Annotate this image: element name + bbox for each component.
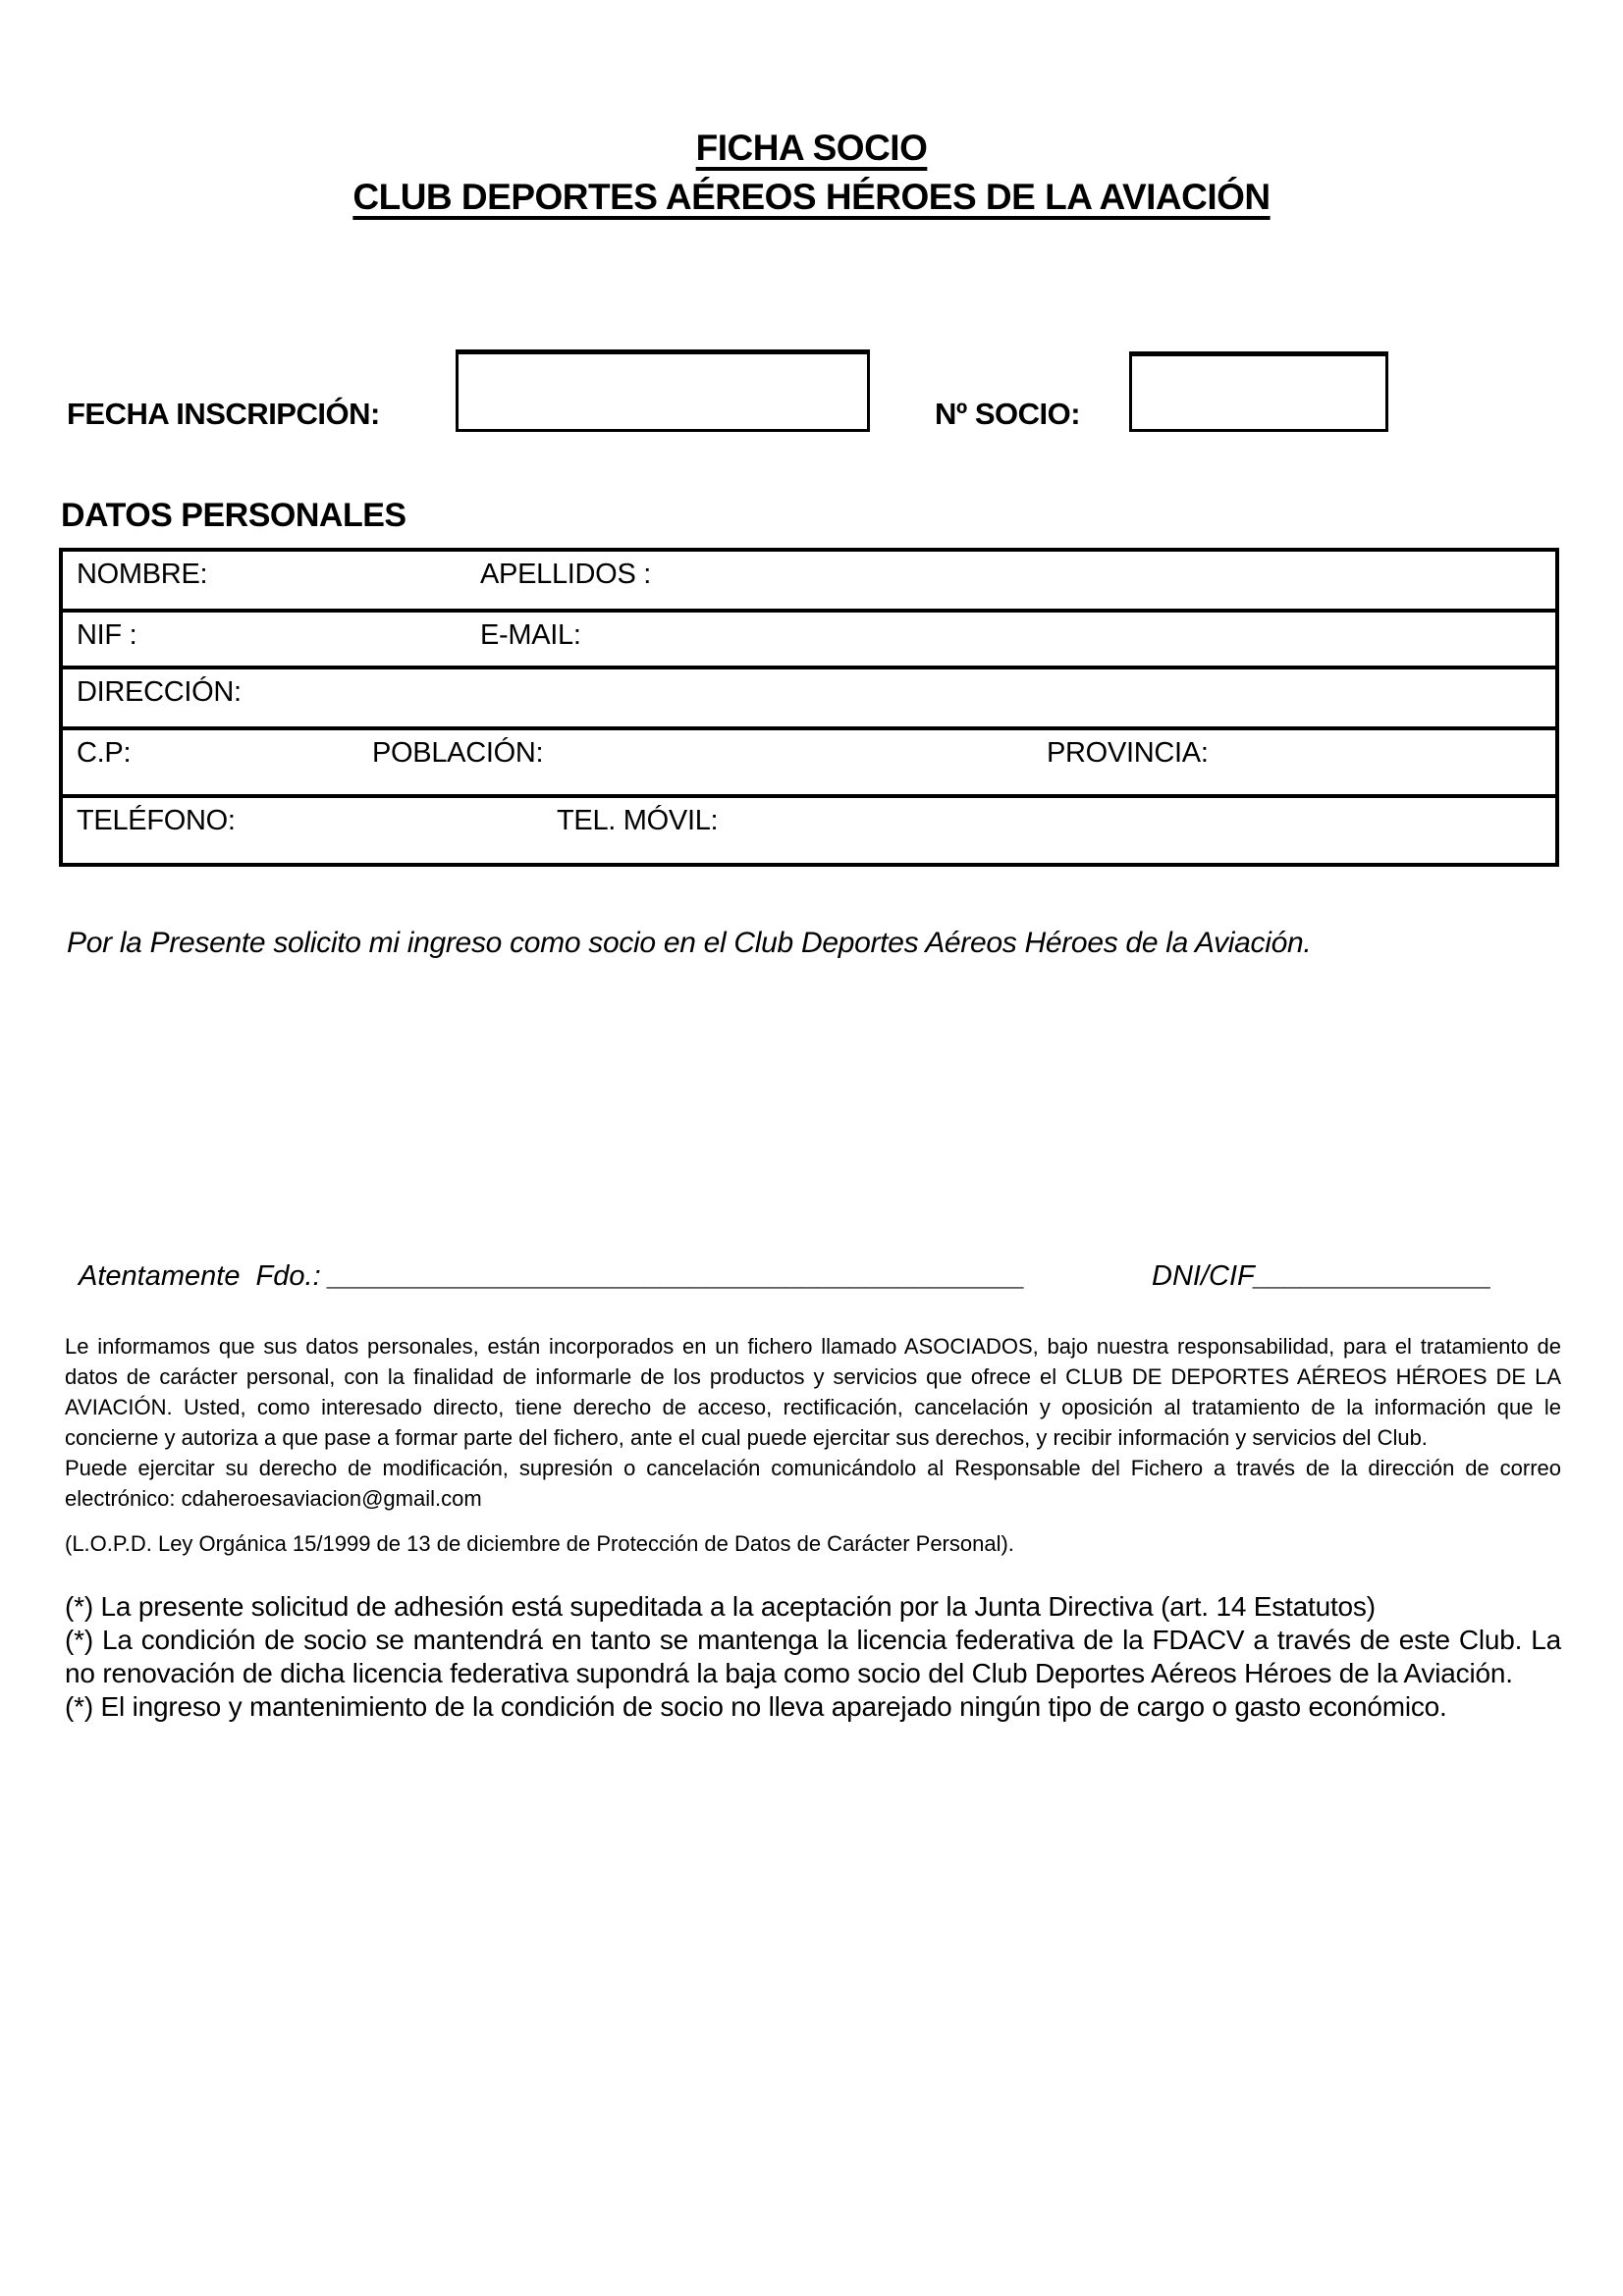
telefono-label: TELÉFONO: bbox=[77, 805, 236, 836]
num-socio-box[interactable] bbox=[1129, 351, 1388, 432]
table-row-telefono[interactable] bbox=[63, 798, 1555, 863]
datos-personales-heading: DATOS PERSONALES bbox=[61, 497, 406, 534]
dni-blank-line[interactable]: _______________ bbox=[1254, 1260, 1492, 1292]
dni-cif-label: DNI/CIF bbox=[1152, 1260, 1255, 1292]
legal-paragraph-1: Le informamos que sus datos personales, están incorporados en un fichero llamado ASOCIADOS, bajo nuestra responsabilidad, para el tratamiento de datos de carácter personal, con la finalidad de informarle de los productos y servicios que ofrece el CLUB DE DEPORTES AÉREOS HÉROES DE LA AVIACIÓN. Usted, como interesado directo, tiene derecho de acceso, rectificación, cancelación y oposición al tratamiento de la información que le concierne y autoriza a que pase a formar parte del fichero, ante el cual puede ejercitar sus derechos, y recibir información y servicios del Club. bbox=[65, 1334, 1561, 1450]
dni-cif-field bbox=[1152, 1260, 1492, 1293]
legal-paragraph-2-text: Puede ejercitar su derecho de modificación, supresión o cancelación comunicándolo al Responsable del Fichero a través de la dirección de correo electrónico: bbox=[65, 1456, 1561, 1511]
provincia-label: PROVINCIA: bbox=[1047, 737, 1209, 769]
apellidos-label: APELLIDOS : bbox=[480, 559, 651, 590]
cp-label: C.P: bbox=[77, 737, 132, 769]
nif-label: NIF : bbox=[77, 619, 137, 651]
lopd-reference: (L.O.P.D. Ley Orgánica 15/1999 de 13 de diciembre de Protección de Datos de Carácter Personal). bbox=[65, 1531, 1014, 1556]
atentamente-text: Atentamente Fdo.: bbox=[79, 1260, 329, 1292]
conditions-list bbox=[65, 1590, 1561, 1724]
table-row-nif[interactable] bbox=[63, 613, 1555, 669]
atentamente-label bbox=[79, 1260, 1025, 1293]
table-row-cp[interactable] bbox=[63, 730, 1555, 798]
form-title-line1: FICHA SOCIO bbox=[695, 128, 928, 168]
fecha-inscripcion-label: FECHA INSCRIPCIÓN: bbox=[67, 397, 380, 431]
membership-statement: Por la Presente solicito mi ingreso como socio en el Club Deportes Aéreos Héroes de la Aviación. bbox=[67, 927, 1312, 959]
email-label: E-MAIL: bbox=[480, 619, 581, 651]
legal-paragraph-2 bbox=[65, 1453, 1561, 1514]
fecha-inscripcion-box[interactable] bbox=[456, 349, 870, 432]
datos-personales-table bbox=[59, 548, 1559, 867]
condition-item-1: (*) La presente solicitud de adhesión está supeditada a la aceptación por la Junta Directiva (art. 14 Estatutos) bbox=[65, 1591, 1376, 1622]
signature-row bbox=[0, 1260, 1623, 1309]
legal-notice bbox=[65, 1331, 1561, 1514]
tel-movil-label: TEL. MÓVIL: bbox=[557, 805, 719, 836]
nombre-label: NOMBRE: bbox=[77, 559, 208, 590]
condition-item-2: (*) La condición de socio se mantendrá en tanto se mantenga la licencia federativa de la FDACV a través de este Club. La no renovación de dicha licencia federativa supondrá la baja como socio del Club Deportes Aéreos Héroes de la Aviación. bbox=[65, 1625, 1561, 1688]
poblacion-label: POBLACIÓN: bbox=[372, 737, 544, 769]
email-address: cdaheroesaviacion@gmail.com bbox=[181, 1486, 482, 1511]
form-title-line2: CLUB DEPORTES AÉREOS HÉROES DE LA AVIACIÓN bbox=[352, 177, 1271, 217]
num-socio-label: Nº SOCIO: bbox=[935, 397, 1081, 431]
table-row-direccion[interactable] bbox=[63, 669, 1555, 730]
form-title bbox=[0, 124, 1623, 222]
table-row-nombre[interactable] bbox=[63, 552, 1555, 613]
signature-blank-line[interactable]: ____________________________________________ bbox=[328, 1260, 1026, 1292]
direccion-label: DIRECCIÓN: bbox=[77, 676, 242, 708]
condition-item-3: (*) El ingreso y mantenimiento de la condición de socio no lleva aparejado ningún tipo de cargo o gasto económico. bbox=[65, 1691, 1447, 1722]
